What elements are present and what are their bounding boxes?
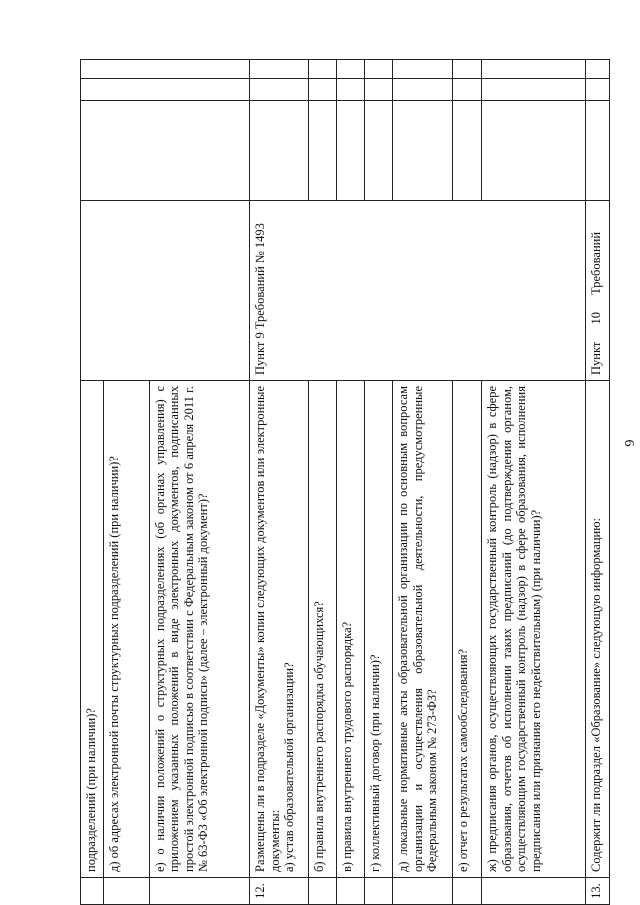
item-number xyxy=(104,878,149,905)
item-number xyxy=(81,878,104,905)
table-row xyxy=(393,60,453,905)
answer-cell xyxy=(393,60,453,79)
answer-cell xyxy=(482,79,586,101)
item-number: 12. xyxy=(250,878,308,905)
item-number xyxy=(482,878,586,905)
question-cell: д) локальные нормативные акты образовательной организации по основным вопросам организации и осуществления образовательной деятельности, предусмотренные Федеральным законом № 273-ФЗ? xyxy=(393,381,453,878)
answer-cell xyxy=(308,60,336,79)
answer-cell xyxy=(365,101,393,201)
table-row xyxy=(452,60,481,905)
checklist-table xyxy=(80,59,610,905)
answer-cell xyxy=(81,79,250,101)
table-row xyxy=(482,60,586,905)
basis-cell: Пункт 10 Требований xyxy=(586,201,610,381)
table-row xyxy=(308,60,336,905)
question-cell: Содержит ли подраздел «Образование» следующую информацию: xyxy=(586,381,610,878)
item-number xyxy=(337,878,365,905)
answer-cell xyxy=(393,79,453,101)
basis-cell xyxy=(81,201,250,381)
answer-cell xyxy=(81,101,250,201)
answer-cell xyxy=(452,101,481,201)
question-cell: б) правила внутреннего распорядка обучающихся? xyxy=(308,381,336,878)
answer-cell xyxy=(452,60,481,79)
basis-cell: Пункт 9 Требований № 1493 xyxy=(250,201,586,381)
question-cell: ж) предписания органов, осуществляющих государственный контроль (надзор) в сфере образования, отчетов об исполнении таких предписаний (до подтверждения органом, осуществляющим государственный контроль (надзор) в сфере образования, исполнения предписания или признания его недействительным) (при наличии)? xyxy=(482,381,586,878)
table-row xyxy=(586,60,610,905)
answer-cell xyxy=(393,101,453,201)
answer-cell xyxy=(365,60,393,79)
answer-cell xyxy=(365,79,393,101)
answer-cell xyxy=(337,101,365,201)
answer-cell xyxy=(250,60,308,79)
item-number xyxy=(365,878,393,905)
item-number xyxy=(393,878,453,905)
item-number xyxy=(308,878,336,905)
answer-cell xyxy=(586,79,610,101)
checklist-page xyxy=(80,60,610,905)
answer-cell xyxy=(452,79,481,101)
answer-cell xyxy=(308,79,336,101)
item-number: 13. xyxy=(586,878,610,905)
answer-cell xyxy=(81,60,250,79)
question-cell: е) о наличии положений о структурных подразделениях (об органах управления) с приложением указанных положений в виде электронных документов, подписанных простой электронной подписью в соответствии с Федеральным законом от 6 апреля 2011 г. № 63-ФЗ «Об электронной подписи» (далее – электронный документ)? xyxy=(149,381,250,878)
question-cell: подразделений (при наличии)? xyxy=(81,381,104,878)
answer-cell xyxy=(337,79,365,101)
question-cell: г) коллективный договор (при наличии)? xyxy=(365,381,393,878)
answer-cell xyxy=(482,60,586,79)
answer-cell xyxy=(586,101,610,201)
table-row xyxy=(81,60,104,905)
answer-cell xyxy=(250,101,308,201)
answer-cell xyxy=(586,60,610,79)
question-cell: в) правила внутреннего трудового распорядка? xyxy=(337,381,365,878)
question-cell: е) отчет о результатах самообследования? xyxy=(452,381,481,878)
question-cell: Размещены ли в подразделе «Документы» копии следующих документов или электронные документы: а) устав образовательной организации? xyxy=(250,381,308,878)
item-number xyxy=(149,878,250,905)
item-number xyxy=(452,878,481,905)
table-row xyxy=(365,60,393,905)
table-row xyxy=(250,60,308,905)
answer-cell xyxy=(250,79,308,101)
question-cell: д) об адресах электронной почты структурных подразделений (при наличии)? xyxy=(104,381,149,878)
answer-cell xyxy=(482,101,586,201)
page-number: 6 xyxy=(621,439,636,447)
answer-cell xyxy=(337,60,365,79)
table-row xyxy=(337,60,365,905)
answer-cell xyxy=(308,101,336,201)
